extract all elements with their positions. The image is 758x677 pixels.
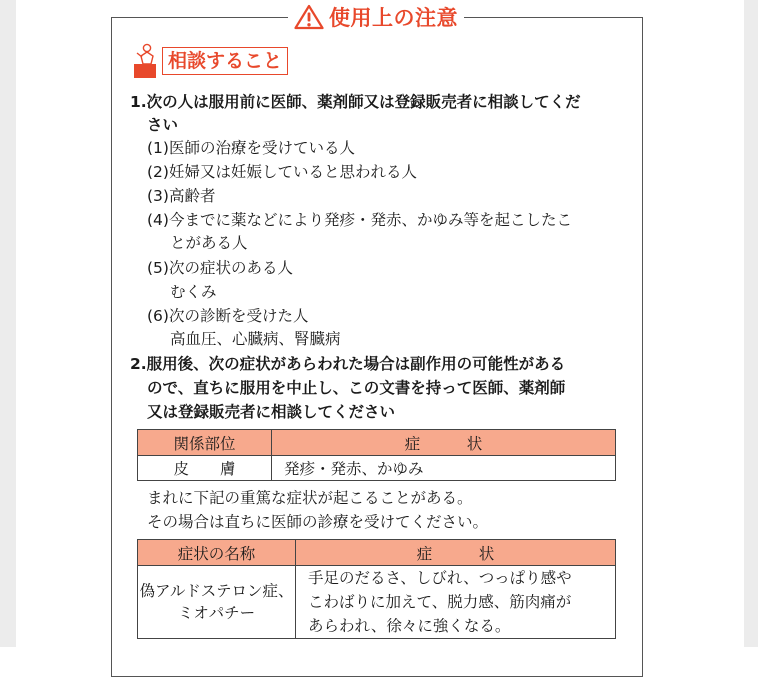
- consult-section-title: 相談すること: [162, 47, 288, 75]
- serious-symptom-table: [137, 539, 616, 639]
- condition-symptom-line2: こわばりに加えて、脱力感、筋肉痛が: [308, 593, 572, 611]
- right-margin: [744, 0, 758, 647]
- left-margin: [0, 0, 16, 647]
- item1-line1: 1.次の人は服用前に医師、薬剤師又は登録販売者に相談してくだ: [130, 93, 581, 111]
- side-effect-table: [137, 429, 616, 481]
- note-line1: まれに下記の重篤な症状が起こることがある。: [147, 489, 473, 507]
- cell-symptom: 発疹・発赤、かゆみ: [272, 456, 616, 481]
- column-header-name: 症状の名称: [138, 540, 296, 566]
- item1-sub4-line2: とがある人: [170, 234, 248, 252]
- table-header-row: [138, 430, 616, 456]
- item2-line3: 又は登録販売者に相談してください: [147, 403, 396, 421]
- item1-sub1: (1)医師の治療を受けている人: [147, 139, 355, 157]
- pharmacist-consult-icon: [133, 43, 157, 79]
- column-header-symptom: 症 状: [296, 540, 616, 566]
- warning-icon: [294, 4, 324, 30]
- item1-line2: さい: [147, 116, 179, 134]
- column-header-part: 関係部位: [138, 430, 272, 456]
- item1-sub5: (5)次の症状のある人: [147, 259, 293, 277]
- item2-line1: 2.服用後、次の症状があらわれた場合は副作用の可能性がある: [130, 355, 566, 373]
- item1-sub3: (3)高齢者: [147, 187, 216, 205]
- table-row: [138, 456, 616, 481]
- cell-condition-name: [138, 566, 296, 639]
- note-line2: その場合は直ちに医師の診療を受けてください。: [147, 513, 489, 531]
- condition-name-line2: ミオパチー: [177, 604, 256, 622]
- condition-symptom-line1: 手足のだるさ、しびれ、つっぱり感や: [308, 569, 572, 587]
- item1-sub2: (2)妊婦又は妊娠していると思われる人: [147, 163, 417, 181]
- item1-sub6: (6)次の診断を受けた人: [147, 307, 309, 325]
- caution-title: 使用上の注意: [329, 6, 458, 30]
- cell-condition-symptom: [296, 566, 616, 639]
- table-header-row: [138, 540, 616, 566]
- item1-sub5-detail: むくみ: [170, 283, 217, 301]
- table-row: [138, 566, 616, 639]
- caution-header: [288, 2, 464, 32]
- item1-sub6-detail: 高血圧、心臓病、腎臓病: [170, 330, 341, 348]
- item1-sub4-line1: (4)今までに薬などにより発疹・発赤、かゆみ等を起こしたこ: [147, 211, 572, 229]
- column-header-symptom: 症 状: [272, 430, 616, 456]
- consult-section-header: [133, 43, 288, 79]
- condition-name-line1: 偽アルドステロン症、: [139, 582, 294, 600]
- item2-line2: ので、直ちに服用を中止し、この文書を持って医師、薬剤師: [147, 379, 566, 397]
- condition-symptom-line3: あらわれ、徐々に強くなる。: [308, 617, 511, 635]
- cell-part: 皮 膚: [138, 456, 272, 481]
